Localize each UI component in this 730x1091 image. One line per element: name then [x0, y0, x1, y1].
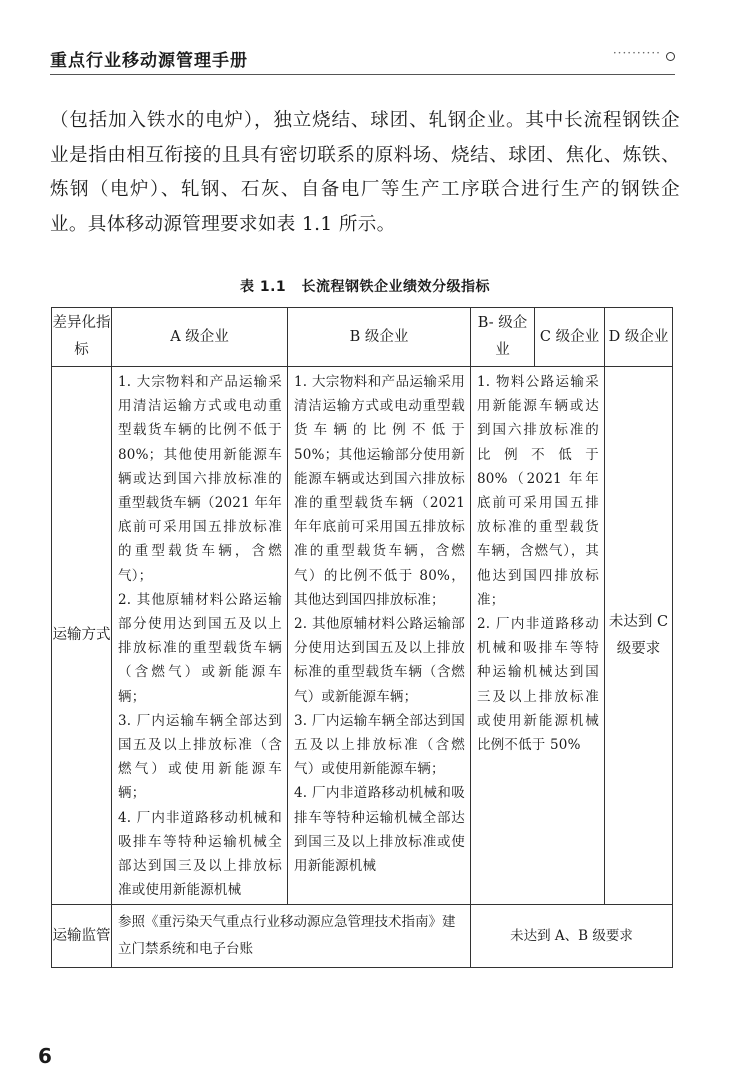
transport-a-item: 1. 大宗物料和产品运输采用清洁运输方式或电动重型载货车辆的比例不低于 80%；其他使用新能源车辆或达到国六排放标准的重型载货车辆（2021 年年底前可采用国五排放标准的重型载货车辆，含燃气）；: [118, 374, 282, 584]
transport-grade-b-cell: [288, 367, 471, 905]
transport-b-item: 3. 厂内运输车辆全部达到国五及以上排放标准（含燃气）或使用新能源车辆；: [294, 712, 465, 778]
header-indicator: 差异化指标: [52, 308, 112, 367]
transport-grade-b-minus-c-cell: [471, 367, 605, 905]
page-number: 6: [38, 1044, 52, 1068]
transport-bc-item: 2. 厂内非道路移动机械和吸排车等特种运输机械达到国三及以上排放标准或使用新能源机械比例不低于 50%: [477, 616, 599, 754]
transport-bc-item: 1. 物料公路运输采用新能源车辆或达到国六排放标准的比例不低于 80%（2021 年年底前可采用国五排放标准的重型载货车辆，含燃气），其他达到国四排放标准；: [477, 374, 599, 608]
supervision-grade-ab-cell: 参照《重污染天气重点行业移动源应急管理技术指南》建立门禁系统和电子台账: [112, 905, 471, 968]
table-caption-number: 表 1.1: [239, 279, 287, 295]
running-header: [50, 40, 675, 75]
header-ring-ornament: [666, 52, 675, 61]
table-caption-title: 长流程钢铁企业绩效分级指标: [301, 279, 491, 295]
header-dots: ··········: [612, 46, 661, 60]
transport-b-item: 4. 厂内非道路移动机械和吸排车等特种运输机械全部达到国三及以上排放标准或使用新能源机械: [294, 785, 465, 875]
transport-grade-d-cell: 未达到 C 级要求: [605, 367, 673, 905]
performance-grading-table: [51, 307, 673, 968]
transport-b-item: 1. 大宗物料和产品运输采用清洁运输方式或电动重型载货车辆的比例不低于 50%；其他运输部分使用新能源车辆或达到国六排放标准的重型载货车辆（2021 年年底前可采用国五排放标准的重型载货车辆，含燃气）的比例不低于 80%，其他达到国四排放标准；: [294, 374, 465, 608]
header-grade-d: D 级企业: [605, 308, 673, 367]
transport-a-item: 3. 厂内运输车辆全部达到国五及以上排放标准（含燃气）或使用新能源车辆；: [118, 712, 282, 802]
table-row-supervision: [52, 905, 673, 968]
supervision-other-grades-cell: 未达到 A、B 级要求: [471, 905, 673, 968]
running-header-title: 重点行业移动源管理手册: [50, 51, 248, 71]
header-grade-a: A 级企业: [112, 308, 288, 367]
transport-b-item: 2. 其他原辅材料公路运输部分使用达到国五及以上排放标准的重型载货车辆（含燃气）或新能源车辆；: [294, 616, 465, 705]
header-grade-b-minus: B- 级企业: [471, 308, 535, 367]
row-label-transport: 运输方式: [52, 367, 112, 905]
table-header-row: [52, 308, 673, 367]
transport-grade-a-cell: [112, 367, 288, 905]
transport-a-item: 4. 厂内非道路移动机械和吸排车等特种运输机械全部达到国三及以上排放标准或使用新能源机械: [118, 809, 282, 899]
transport-a-item: 2. 其他原辅材料公路运输部分使用达到国五及以上排放标准的重型载货车辆（含燃气）或新能源车辆；: [118, 591, 282, 705]
row-label-supervision: 运输监管: [52, 905, 112, 968]
intro-paragraph: （包括加入铁水的电炉），独立烧结、球团、轧钢企业。其中长流程钢铁企业是指由相互衔接的且具有密切联系的原料场、烧结、球团、焦化、炼铁、炼钢（电炉）、轧钢、石灰、自备电厂等生产工序联合进行生产的钢铁企业。具体移动源管理要求如表 1.1 所示。: [50, 110, 680, 235]
table-caption: [0, 276, 730, 296]
table-row-transport: [52, 367, 673, 905]
header-grade-b: B 级企业: [288, 308, 471, 367]
header-grade-c: C 级企业: [535, 308, 605, 367]
